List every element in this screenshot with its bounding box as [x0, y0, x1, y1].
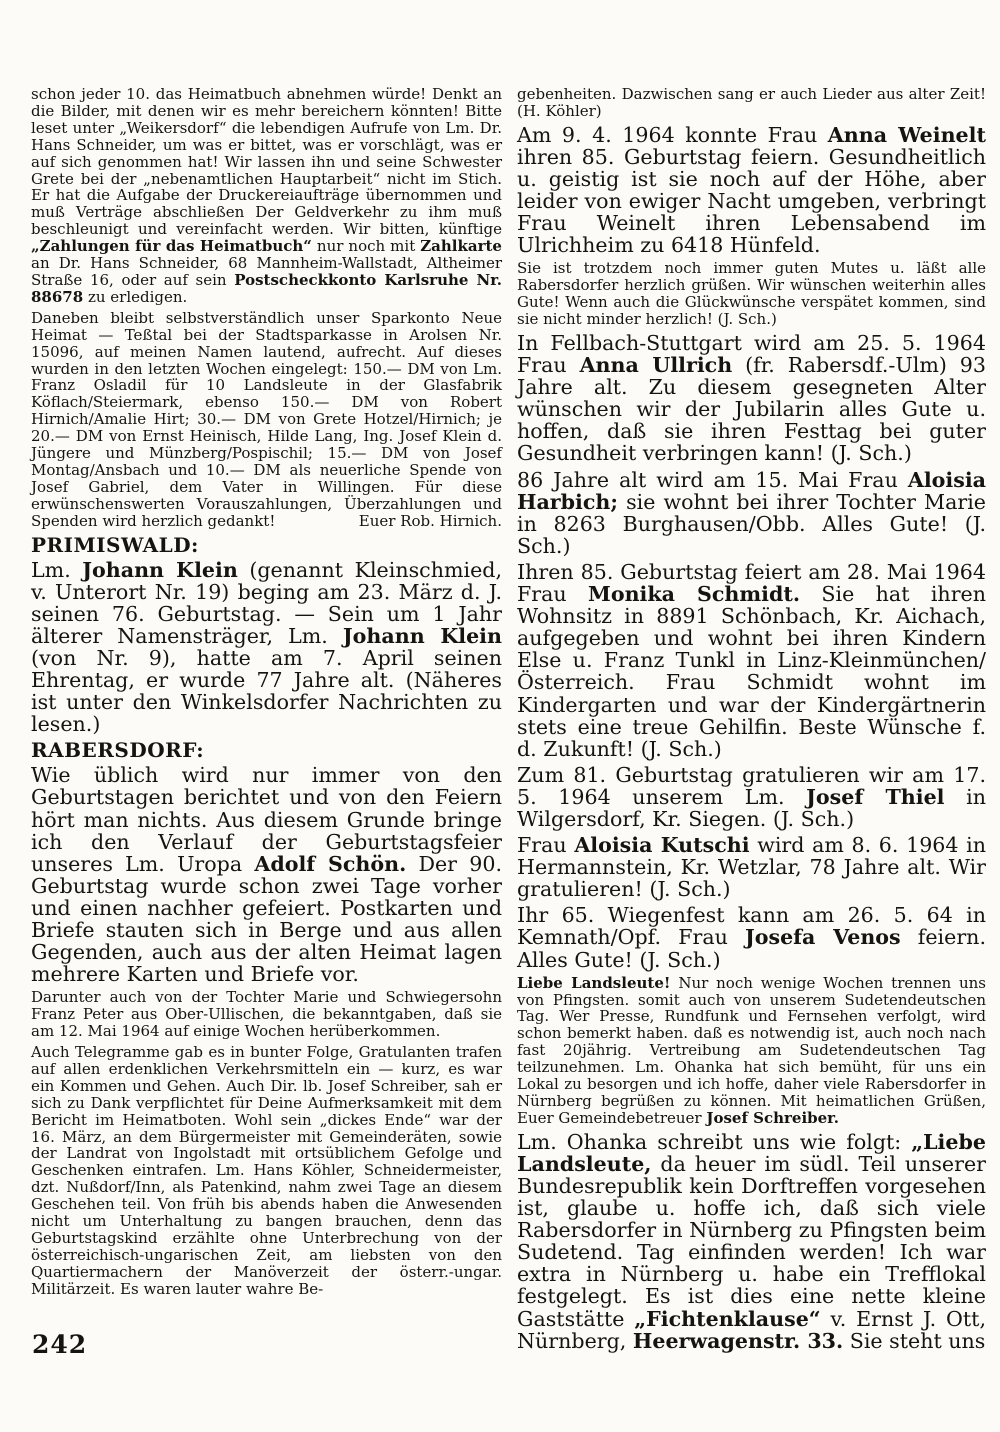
bold-text-run: Liebe Landsleute! — [517, 973, 671, 992]
text-run: In Fellbach-Stuttgart wird am 25. 5. 1964 Frau — [517, 331, 986, 378]
bold-text-run: PRIMISWALD: — [31, 532, 199, 557]
paragraph-report-continuation — [517, 86, 986, 120]
paragraph-anna-weinelt — [517, 124, 986, 257]
text-run: Darunter auch von der Tochter Marie und Schwiegersohn Franz Peter aus Ober-Ullischen, die bekanntgaben, daß sie am 12. Mai 1964 auf einige Wochen herüberkommen. — [31, 988, 502, 1041]
paragraph-monika-schmidt — [517, 561, 986, 760]
text-run: (genannt Kleinschmied, v. Unterort Nr. 19) beging am 23. März d. J. seinen 76. Geburtstag. — Sein um 1 Jahr älterer Namensträger, Lm. — [31, 557, 502, 648]
bold-text-run: Monika Schmidt. — [588, 582, 801, 607]
text-run: (von Nr. 9), hatte am 7. April seinen Ehrentag, er wurde 77 Jahre alt. (Näheres ist unter den Winkelsdorfer Nachrichten zu lesen.) — [31, 645, 502, 737]
text-run: Frau — [517, 833, 575, 858]
bold-text-run: „Fichtenklause“ — [634, 1306, 821, 1331]
bold-text-run: Josef Thiel — [806, 784, 945, 809]
text-run: Lm. Ohanka schreibt uns wie folgt: — [517, 1129, 912, 1154]
text-run: nur noch mit — [311, 237, 421, 256]
text-run: feiern. Alles Gute! (J. Sch.) — [517, 925, 986, 972]
bold-text-run: Aloisia Harbich; — [517, 467, 986, 514]
text-run: Zum 81. Geburtstag gratulieren wir am 17. 5. 1964 unserem Lm. — [517, 762, 986, 809]
text-run: Ihren 85. Geburtstag feiert am 28. Mai 1964 Frau — [517, 559, 986, 607]
left-column — [31, 86, 502, 1302]
bold-text-run: Josef Schreiber. — [706, 1108, 839, 1127]
bold-text-run: Anna Weinelt — [827, 122, 986, 147]
bold-text-run: Anna Ullrich — [579, 353, 733, 378]
paragraph-aloisia-kutschi — [517, 834, 986, 900]
paragraph-pfingsten-notice — [517, 975, 986, 1127]
bold-text-run: Johann Klein — [342, 623, 502, 648]
paragraph-sparkonto-donations — [31, 310, 502, 530]
bold-text-run: Johann Klein — [82, 557, 238, 582]
text-run: Ihr 65. Wiegenfest kann am 26. 5. 64 in Kemnath/Opf. Frau — [517, 903, 986, 950]
text-run: gebenheiten. Dazwischen sang er auch Lieder aus alter Zeit! (H. Köhler) — [517, 85, 986, 120]
bold-text-run: Heerwagenstr. 33. — [632, 1328, 844, 1353]
paragraph-anna-ullrich — [517, 332, 986, 465]
text-run: Nur noch wenige Wochen trennen uns von Pfingsten. somit auch von unserem Sudetendeutschen Tag. Wer Presse, Rundfunk und Fernsehen verfolgt, wird schon bemerkt haben. daß es notwendig ist, auch noch nach fast 20jährig. Vertreibung am Sudetendeutschen Tag teilzunehmen. Lm. Ohanka hat sich bemüht, für uns ein Lokal zu besorgen und ich hoffe, daher viele Rabersdorfer in Nürnberg begrüßen zu können. Mit heimatlichen Grüßen, Euer Gemeindebetreuer — [517, 973, 986, 1127]
text-run: ihren 85. Geburtstag feiern. Gesundheitlich u. geistig ist sie noch auf der Höhe, aber leider von ewiger Nacht umgeben, verbringt Frau Weinelt ihren Lebensabend im Ulrichheim zu 6418 Hünfeld. — [517, 144, 986, 258]
paragraph-weinelt-greetings — [517, 260, 986, 328]
section-heading-rabersdorf — [31, 739, 502, 762]
paragraph-visit-announcement — [31, 989, 502, 1040]
text-run: v. Ernst J. Ott, Nürnberg, — [517, 1306, 986, 1353]
text-run: Wie üblich wird nur immer von den Geburtstagen berichtet und von den Feiern hört man nichts. Aus diesem Grunde bringe ich den Verlauf der Geburtstagsfeier unseres Lm. Uropa — [31, 763, 502, 876]
text-run: (fr. Rabersdf.-Ulm) 93 Jahre alt. Zu diesem gesegneten Alter wünschen wir der Jubilarin alles Gute u. hoffen, daß sie ihren Festtag bei guter Gesundheit verbringen kann! (J. Sch.) — [517, 353, 986, 466]
paragraph-josefa-venos — [517, 904, 986, 970]
bold-text-run: RABERSDORF: — [31, 738, 205, 763]
paragraph-rabersdorf-intro — [31, 764, 502, 985]
text-run: Sie steht uns — [843, 1328, 986, 1353]
paragraph-ohanka-letter — [517, 1131, 986, 1352]
text-run: an Dr. Hans Schneider, 68 Mannheim-Wallstadt, Altheimer Straße 16, oder auf sein — [31, 254, 502, 289]
bold-text-run: Adolf Schön. — [254, 851, 407, 876]
bold-text-run: Postscheckkonto Karlsruhe Nr. 88678 — [31, 270, 502, 306]
paragraph-josef-thiel — [517, 764, 986, 830]
right-column — [517, 86, 986, 1356]
page-number: 242 — [32, 1330, 88, 1359]
bold-text-run: Zahlkarte — [420, 237, 502, 256]
section-heading-primiswald — [31, 534, 502, 557]
text-run: schon jeder 10. das Heimatbuch abnehmen würde! Denkt an die Bilder, mit denen wir es mehr bereichern könnten! Bitte leset unter „Weikersdorf“ die lebendigen Aufrufe von Lm. Dr. Hans Schneider, um was er bittet, was er vorschlägt, was er auf sich genommen hat! Wir lassen ihn und seine Schwester Grete bei der „nebenamtlichen Hauptarbeit“ nicht im Stich. Er hat die Aufgabe der Druckereiaufträge übernommen und muß Verträge abschließen Der Geldverkehr zu ihm muß beschleunigt und vereinfacht werden. Wir bitten, künftige — [31, 85, 502, 239]
text-run: sie wohnt bei ihrer Tochter Marie in 8263 Burghausen/Obb. Alles Gute! (J. Sch.) — [517, 489, 986, 558]
text-run: Euer Rob. Hirnich. — [358, 511, 502, 530]
text-run: Auch Telegramme gab es in bunter Folge, Gratulanten trafen auf allen erdenklichen Verkehrsmitteln ein — kurz, es war ein Kommen und Gehen. Auch Dir. lb. Josef Schreiber, sah er sich zu Dank verpflichtet für Deine Aufmerksamkeit mit dem Bericht im Heimatboten. Wohl sein „dickes Ende“ war der 16. März, an dem Bürgermeister mit Gemeinderäten, sowie der Landrat von Ingolstadt mit ortsüblichem Gefolge und Geschenken eintrafen. Lm. Hans Köhler, Schneidermeister, dzt. Nußdorf/Inn, als Patenkind, nahm zwei Tage an diesem Geschehen teil. Von früh bis abends haben die Anwesenden nicht um Unterhaltung zu bangen brauchen, denn das Geburtstagskind erzählte ohne Unterbrechung von der österreichisch-ungarischen Zeit, am liebsten von den Quartiermachern der Manöverzeit der österr.-ungar. Militärzeit. Es waren lauter wahre Be- — [31, 1042, 502, 1298]
text-run: Der 90. Geburtstag wurde schon zwei Tage vorher und einen nachher gefeiert. Postkarten und Briefe stauten sich in Berge und aus allen Gegenden, auch aus der alten Heimat lagen mehrere Karten und Briefe vor. — [31, 851, 502, 987]
text-run: zu erledigen. — [83, 287, 188, 306]
text-run: Daneben bleibt selbstverständlich unser Sparkonto Neue Heimat — Teßtal bei der Stadtsparkasse in Arolsen Nr. 15096, auf meinen Namen lautend, aufrecht. Auf dieses wurden in den letzten Wochen eingelegt: 150.— DM von Lm. Franz Osladil für 10 Landsleute in der Glasfabrik Köflach/Steiermark, ebenso 150.— DM von Robert Hirnich/Amalie Hirt; 30.— DM von Grete Hotzel/Hirnich; je 20.— DM von Ernst Heinisch, Hilde Lang, Ing. Josef Klein d. Jüngere und Münzberg/Pospischil; 15.— DM von Josef Montag/Ansbach und 10.— DM als neuerliche Spende von Josef Gabriel, dem Vater in Willingen. Für diese erwünschenswerten Vorauszahlungen, Überzahlungen und Spenden wird herzlich gedankt! — [31, 308, 502, 530]
bold-text-run: Aloisia Kutschi — [574, 833, 750, 858]
bold-text-run: „Zahlungen für das Heimatbuch“ — [31, 237, 312, 256]
text-run: da heuer im südl. Teil unserer Bundesrepublik kein Dorftreffen vorgesehen ist, glaube u. hoffe ich, daß sich viele Rabersdorfer in Nürnberg zu Pfingsten beim Sudetend. Tag einfinden werden! Ich war extra in Nürnberg u. habe ein Trefflokal festgelegt. Es ist dies eine nette kleine Gaststätte — [517, 1151, 986, 1331]
text-run: 86 Jahre alt wird am 15. Mai Frau — [517, 467, 908, 492]
text-run: Sie ist trotzdem noch immer guten Mutes u. läßt alle Rabersdorfer herzlich grüßen. Wir wünschen weiterhin alles Gute! Wenn auch die Glückwünsche verspätet kommen, sind sie nicht minder herzlich! (J. Sch.) — [517, 259, 986, 329]
text-run: wird am 8. 6. 1964 in Hermannstein, Kr. Wetzlar, 78 Jahre alt. Wir gratulieren! (J. Sch.) — [517, 833, 986, 902]
text-run: Lm. — [31, 557, 83, 582]
paragraph-aloisia-harbich — [517, 469, 986, 557]
paragraph-primiswald-birthdays — [31, 559, 502, 736]
text-run: Sie hat ihren Wohnsitz in 8891 Schönbach, Kr. Aichach, aufgegeben und wohnt bei ihren Kindern Else u. Franz Tunkl in Linz-Kleinmünchen/Österreich. Frau Schmidt wohnt im Kindergarten und war der Kindergärtnerin stets eine treue Gehilfin. Beste Wünsche f. d. Zukunft! (J. Sch.) — [517, 582, 986, 761]
paragraph-heimatbuch-appeal — [31, 86, 502, 306]
text-run: in Wilgersdorf, Kr. Siegen. (J. Sch.) — [517, 784, 986, 831]
text-run: Am 9. 4. 1964 konnte Frau — [517, 122, 828, 147]
paragraph-celebration-report — [31, 1044, 502, 1298]
bold-text-run: Josefa Venos — [745, 925, 901, 950]
bold-text-run: „Liebe Landsleute, — [517, 1129, 986, 1176]
